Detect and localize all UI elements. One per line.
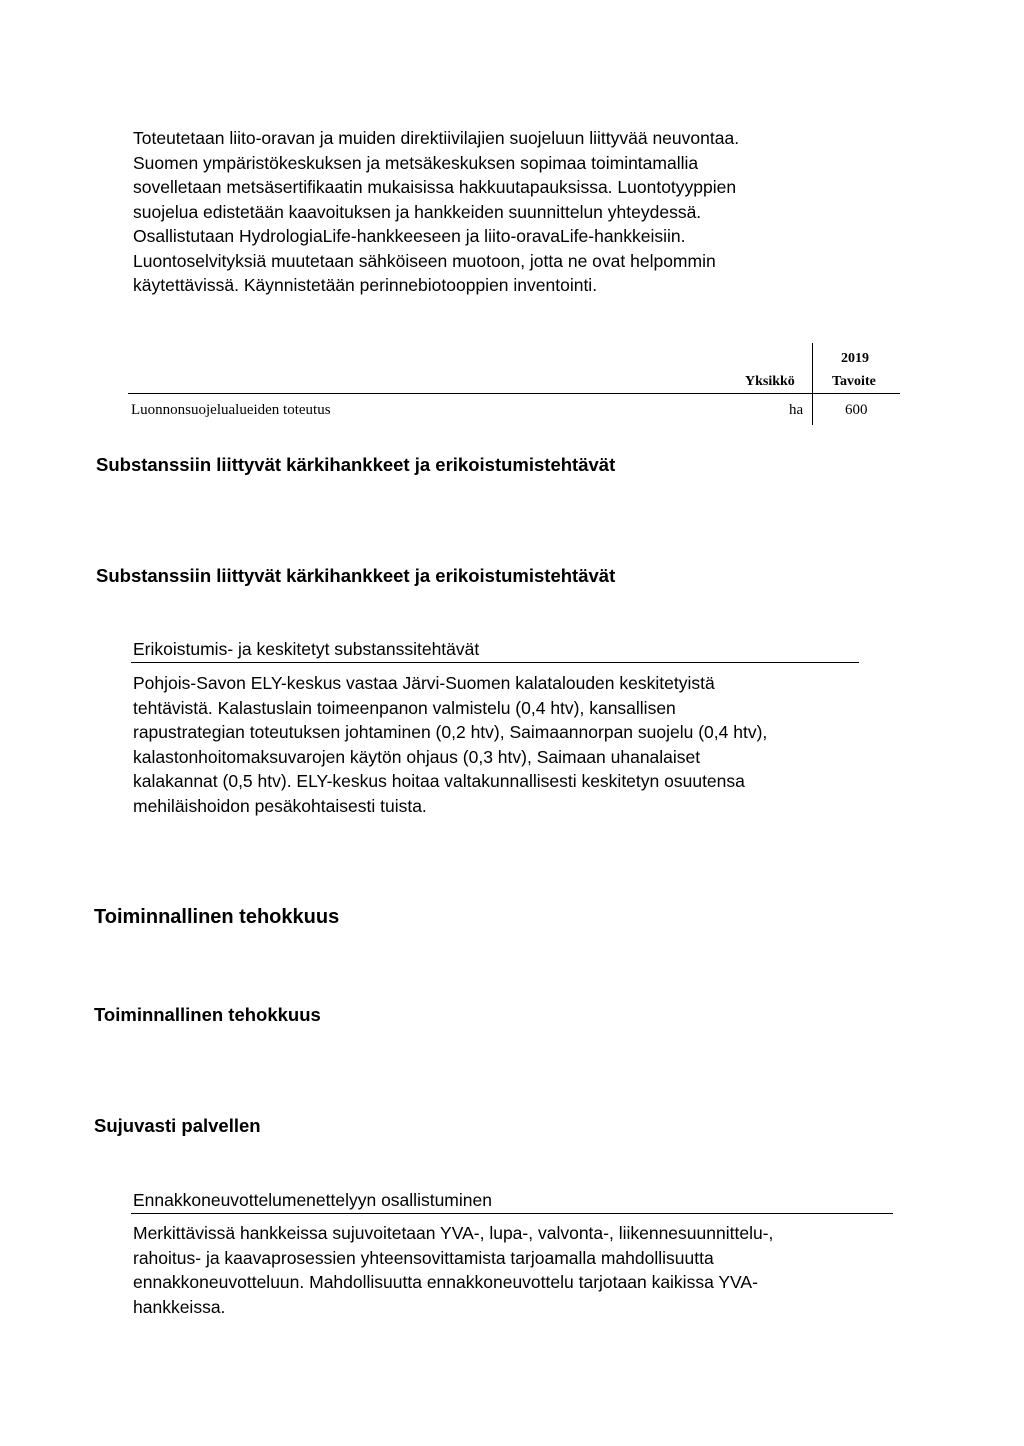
specialization-line: Pohjois-Savon ELY-keskus vastaa Järvi-Suomen kalatalouden keskitetyistä <box>133 673 715 693</box>
table-column-divider <box>812 343 813 425</box>
specialization-line: kalakannat (0,5 htv). ELY-keskus hoitaa valtakunnallisesti keskitetyn osuutensa <box>133 771 745 791</box>
intro-paragraph <box>133 126 739 298</box>
section-heading: Substanssiin liittyvät kärkihankkeet ja erikoistumistehtävät <box>96 454 616 475</box>
advance-line: hankkeissa. <box>133 1296 226 1317</box>
table-unit-header: Yksikkö <box>745 374 795 389</box>
advance-line: rahoitus- ja kaavaprosessien yhteensovittamista tarjoamalla mahdollisuutta <box>133 1247 714 1268</box>
advance-paragraph <box>133 1221 773 1319</box>
section-heading: Sujuvasti palvellen <box>94 1115 261 1136</box>
specialization-title-rule <box>131 662 859 663</box>
section-heading: Toiminnallinen tehokkuus <box>94 906 340 928</box>
intro-line: Toteutetaan liito-oravan ja muiden direktiivilajien suojeluun liittyvää neuvontaa. <box>133 128 740 148</box>
intro-line: Luontoselvityksiä muutetaan sähköiseen muotoon, jotta ne ovat helpommin <box>133 250 716 271</box>
intro-line: sovelletaan metsäsertifikaatin mukaisissa hakkuutapauksissa. Luontotyyppien <box>133 177 737 197</box>
specialization-line: mehiläishoidon pesäkohtaisesti tuista. <box>133 795 427 816</box>
intro-line: suojelua edistetään kaavoituksen ja hankkeiden suunnittelun yhteydessä. <box>133 201 702 222</box>
table-row-unit: ha <box>789 402 804 418</box>
specialization-title: Erikoistumis- ja keskitetyt substanssitehtävät <box>133 639 480 659</box>
specialization-paragraph <box>133 671 767 818</box>
section-heading: Toiminnallinen tehokkuus <box>94 1004 321 1025</box>
section-heading: Substanssiin liittyvät kärkihankkeet ja erikoistumistehtävät <box>96 565 616 586</box>
intro-line: Suomen ympäristökeskuksen ja metsäkeskuksen sopimaa toimintamallia <box>133 152 699 173</box>
table-row-label: Luonnonsuojelualueiden toteutus <box>131 402 331 418</box>
advance-line: ennakkoneuvotteluun. Mahdollisuutta ennakkoneuvottelu tarjotaan kaikissa YVA- <box>133 1272 758 1292</box>
advance-title: Ennakkoneuvottelumenettelyyn osallistuminen <box>133 1190 492 1210</box>
specialization-line: tehtävistä. Kalastuslain toimeenpanon valmistelu (0,4 htv), kansallisen <box>133 697 676 718</box>
specialization-line: kalastonhoitomaksuvarojen käytön ohjaus (0,3 htv), Saimaan uhanalaiset <box>133 746 701 767</box>
advance-title-rule <box>131 1213 893 1214</box>
table-header-rule <box>128 393 900 394</box>
advance-line: Merkittävissä hankkeissa sujuvoitetaan YVA-, lupa-, valvonta-, liikennesuunnittelu-, <box>133 1223 774 1243</box>
table-row-target: 600 <box>845 402 868 418</box>
intro-line: käytettävissä. Käynnistetään perinnebiotooppien inventointi. <box>133 275 598 295</box>
table-year-header: 2019 <box>841 351 869 366</box>
table-target-header: Tavoite <box>832 374 876 389</box>
intro-line: Osallistutaan HydrologiaLife-hankkeeseen ja liito-oravaLife-hankkeisiin. <box>133 226 686 246</box>
specialization-line: rapustrategian toteutuksen johtaminen (0,2 htv), Saimaannorpan suojelu (0,4 htv), <box>133 722 768 742</box>
